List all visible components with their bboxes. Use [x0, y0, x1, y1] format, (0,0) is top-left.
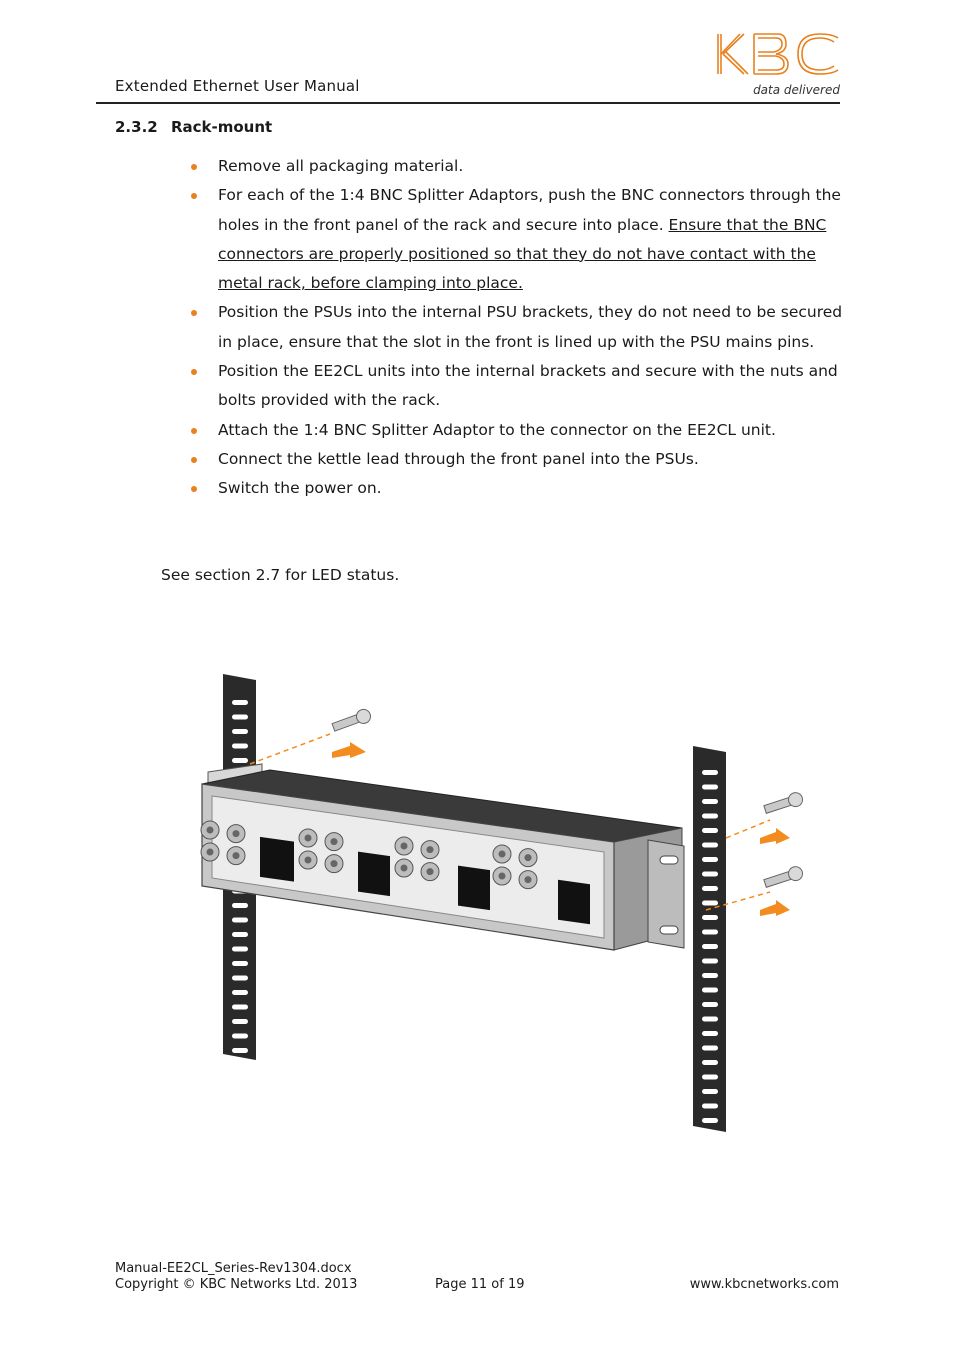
bnc-connector-pin: [331, 860, 338, 867]
rail-slot: [702, 814, 718, 819]
bnc-connector-pin: [427, 846, 434, 853]
rack-mount-illustration: [190, 660, 810, 1140]
bnc-connector-pin: [525, 876, 532, 883]
rail-slot: [232, 932, 248, 937]
rail-slot: [702, 973, 718, 978]
bnc-connector-pin: [401, 865, 408, 872]
rail-slot: [702, 828, 718, 833]
bnc-connector-pin: [427, 868, 434, 875]
rail-slot: [232, 990, 248, 995]
list-item: [183, 357, 843, 416]
rail-slot: [232, 715, 248, 720]
rail-slot: [232, 744, 248, 749]
rail-slot: [702, 1002, 718, 1007]
bnc-connector-pin: [207, 849, 214, 856]
rail-slot: [702, 901, 718, 906]
underlined-text: Ensure that the BNC connectors are properly positioned so that they do not have contact with the metal rack, before clamping into place.: [218, 215, 827, 293]
bnc-connector-pin: [525, 854, 532, 861]
rail-slot: [232, 1034, 248, 1039]
rail-slot: [232, 1019, 248, 1024]
rail-slot: [232, 1005, 248, 1010]
instruction-list: [183, 152, 843, 504]
rail-slot: [232, 918, 248, 923]
logo-tagline: data delivered: [753, 83, 840, 97]
list-item-text: Remove all packaging material.: [218, 157, 464, 175]
rail-slot: [702, 1060, 718, 1065]
rail-slot: [232, 700, 248, 705]
rail-slot: [232, 758, 248, 763]
bullet-icon: [191, 428, 197, 434]
list-item: [183, 298, 843, 357]
footer-page-number: Page 11 of 19: [435, 1277, 525, 1292]
rail-slot: [702, 959, 718, 964]
bnc-connector-pin: [207, 827, 214, 834]
rail-slot: [232, 729, 248, 734]
section-number: 2.3.2: [115, 118, 158, 136]
rail-slot: [702, 1104, 718, 1109]
list-item-text: Switch the power on.: [218, 479, 382, 498]
rail-slot: [702, 1075, 718, 1080]
rail-slot: [702, 886, 718, 891]
rail-slot: [702, 843, 718, 848]
rail-slot: [232, 976, 248, 981]
list-item: [183, 416, 843, 445]
rail-slot: [232, 903, 248, 908]
see-section-note: See section 2.7 for LED status.: [161, 566, 400, 584]
rail-slot: [232, 947, 248, 952]
list-item: [183, 152, 843, 181]
rail-slot: [702, 915, 718, 920]
rail-slot: [702, 988, 718, 993]
bnc-connector-pin: [233, 830, 240, 837]
rail-slot: [702, 1089, 718, 1094]
header-divider: [96, 102, 840, 104]
rail-slot: [702, 872, 718, 877]
list-item: [183, 181, 843, 298]
header-title: Extended Ethernet User Manual: [115, 77, 360, 95]
list-item-text: Attach the 1:4 BNC Splitter Adaptor to the connector on the EE2CL unit.: [218, 420, 776, 439]
bullet-icon: [191, 193, 197, 199]
bullet-icon: [191, 486, 197, 492]
bullet-icon: [191, 457, 197, 463]
rail-slot: [702, 857, 718, 862]
bnc-connector-pin: [401, 843, 408, 850]
bnc-connector-pin: [331, 838, 338, 845]
bnc-connector-pin: [499, 851, 506, 858]
rail-slot: [232, 1048, 248, 1053]
rail-slot: [702, 944, 718, 949]
right-rack-rail: [693, 746, 726, 1132]
list-item-text: Position the PSUs into the internal PSU brackets, they do not need to be secured in place, ensure that the slot in the front is lined up with the PSU mains pins.: [218, 303, 843, 351]
rail-slot: [702, 785, 718, 790]
section-title: Rack-mount: [170, 118, 273, 136]
bnc-connector-pin: [305, 857, 312, 864]
rail-slot: [702, 770, 718, 775]
list-item-text: Position the EE2CL units into the internal brackets and secure with the nuts and bolts provided with the rack.: [218, 362, 838, 410]
bullet-icon: [191, 164, 197, 170]
rail-slot: [702, 1118, 718, 1123]
rail-slot: [702, 1017, 718, 1022]
list-item-text: For each of the 1:4 BNC Splitter Adaptors, push the BNC connectors through the holes in the front panel of the rack and secure into place.: [218, 186, 841, 234]
rail-slot: [702, 1031, 718, 1036]
rail-slot: [702, 930, 718, 935]
list-item-text: Connect the kettle lead through the front panel into the PSUs.: [218, 449, 699, 468]
footer-filename: Manual-EE2CL_Series-Rev1304.docx: [115, 1261, 352, 1276]
section-heading: [115, 118, 272, 136]
bullet-icon: [191, 310, 197, 316]
list-item: [183, 474, 843, 503]
rail-slot: [702, 1046, 718, 1051]
bnc-connector-pin: [233, 852, 240, 859]
list-item: [183, 445, 843, 474]
rail-slot: [702, 799, 718, 804]
bnc-connector-pin: [499, 873, 506, 880]
footer-copyright: Copyright © KBC Networks Ltd. 2013: [115, 1277, 358, 1292]
footer-website: www.kbcnetworks.com: [689, 1277, 839, 1292]
rail-slot: [232, 961, 248, 966]
bnc-connector-pin: [305, 835, 312, 842]
bullet-icon: [191, 369, 197, 375]
